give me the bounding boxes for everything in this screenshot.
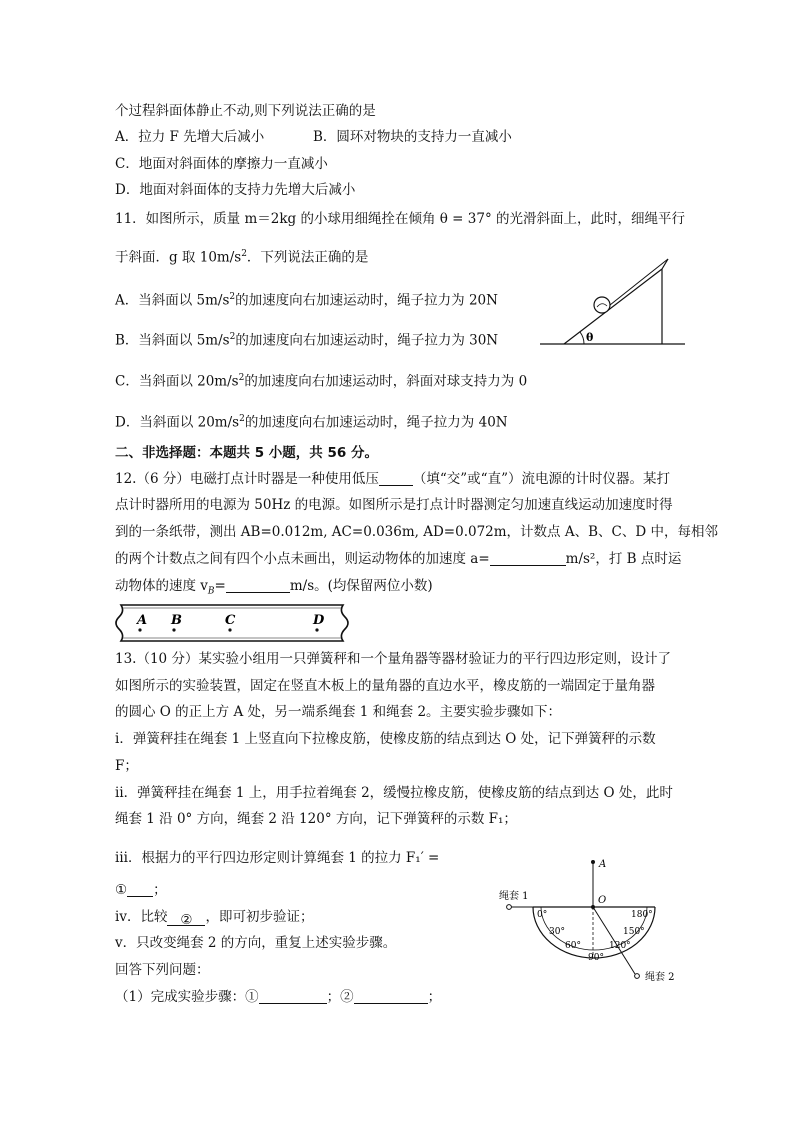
incline-figure (540, 255, 690, 355)
q10-option-c: C．地面对斜面体的摩擦力一直减小 (115, 156, 328, 172)
q11-option-d-post: 的加速度向右加速运动时，绳子拉力为 40N (244, 414, 508, 431)
q11-option-d (115, 410, 508, 432)
q11-option-b-sup: 2 (229, 332, 236, 342)
q12-line1-text: 12.（6 分）电磁打点计时器是一种使用低压 (115, 471, 379, 487)
q11-option-a-post: 的加速度向右加速运动时，绳子拉力为 20N (235, 292, 498, 309)
incline-top-line (662, 259, 668, 269)
label-a: A (599, 859, 607, 870)
q12-line4 (115, 550, 681, 568)
rope1-ring (507, 905, 512, 910)
angle-60: 60° (565, 941, 581, 951)
point-a (591, 860, 595, 864)
q13-step5: ⅴ．只改变绳套 2 的方向，重复上述实验步骤。 (115, 935, 397, 951)
q13-sub1-blank-2[interactable] (354, 989, 428, 1004)
q12-line1 (115, 470, 670, 488)
q12-blank-ac-dc[interactable] (379, 471, 413, 486)
q11-stem-line1: 11．如图所示，质量 m＝2kg 的小球用细绳拴在倾角 θ = 37° 的光滑斜面上，此时，细绳平行 (115, 211, 686, 227)
q12-line4-pre: 的两个计数点之间有四个小点未画出，则运动物体的加速度 a= (115, 551, 490, 567)
label-o: O (598, 895, 607, 906)
q13-step4 (115, 908, 313, 926)
q11-option-c-post: 的加速度向右加速运动时，斜面对球支持力为 0 (244, 373, 528, 390)
q12-line3: 到的一条纸带，测出 AB=0.012m, AC=0.036m, AD=0.072m，计数点 A、B、C、D 中，每相邻 (115, 524, 718, 540)
q11-option-d-sup: 2 (239, 414, 245, 424)
q11-stem-line2-sup: 2 (241, 249, 247, 259)
theta-label: θ (586, 331, 594, 344)
angle-30: 30° (549, 927, 565, 937)
q11-option-c (115, 369, 527, 391)
q12-line4-post: m/s²，打 B 点时运 (565, 551, 682, 567)
q13-step1: ⅰ．弹簧秤挂在绳套 1 上竖直向下拉橡皮筋，使橡皮筋的结点到达 O 处，记下弹簧秤的示数 (115, 731, 656, 747)
q13-sub1 (115, 988, 441, 1006)
angle-180: 180° (631, 910, 653, 920)
q11-option-b-post: 的加速度向右加速运动时，绳子拉力为 30N (235, 332, 499, 349)
q13-sub1-blank-1[interactable] (259, 989, 327, 1004)
q13-line3: 的圆心 O 的正上方 A 处，另一端系绳套 1 和绳套 2。主要实验步骤如下： (115, 704, 562, 720)
q13-step4-pre: ⅳ．比较 (115, 909, 168, 925)
q11-option-a-sup: 2 (229, 292, 236, 302)
q13-sub1-pre: （1）完成实验步骤：① (115, 989, 259, 1005)
q12-line5-eq: = (214, 578, 226, 594)
angle-150: 150° (623, 927, 645, 937)
q11-stem-line2 (115, 245, 368, 267)
angle-0: 0° (537, 910, 548, 920)
tape-dot-b (172, 628, 175, 631)
q11-option-b-pre: B．当斜面以 5m/s (115, 332, 230, 349)
rope2-ring (635, 974, 640, 979)
q11-option-a (115, 288, 498, 310)
q11-option-c-pre: C．当斜面以 20m/s (115, 373, 239, 390)
section2-heading: 二、非选择题：本题共 5 小题，共 56 分。 (115, 445, 378, 461)
q11-option-b (115, 328, 498, 350)
q13-step2b: 绳套 1 沿 0° 方向，绳套 2 沿 120° 方向，记下弹簧秤的示数 F₁； (115, 811, 517, 827)
q12-blank-velocity[interactable] (226, 578, 290, 593)
incline-slope-line (564, 269, 662, 344)
q10-option-d: D．地面对斜面体的支持力先增大后减小 (115, 182, 356, 198)
q11-option-a-pre: A．当斜面以 5m/s (115, 292, 230, 309)
tape-dot-a (138, 628, 141, 631)
q13-blank-2[interactable]: ② (167, 911, 205, 926)
q11-stem-line2-pre: 于斜面．g 取 10m/s (115, 249, 242, 266)
rope2-label: 绳套 2 (645, 972, 675, 983)
point-o (591, 905, 595, 909)
q12-line5-post: m/s。(均保留两位小数) (289, 578, 433, 594)
q13-line2: 如图所示的实验装置，固定在竖直木板上的量角器的直边水平，橡皮筋的一端固定于量角器 (115, 678, 655, 694)
q13-line1: 13.（10 分）某实验小组用一只弹簧秤和一个量角器等器材验证力的平行四边形定则，设计了 (115, 651, 671, 667)
q13-sub1-mid: ；② (326, 989, 354, 1005)
incline-rope (610, 259, 668, 305)
tape-label-c: C (225, 613, 236, 628)
q12-blank-acceleration[interactable] (490, 551, 566, 566)
q11-option-d-pre: D．当斜面以 20m/s (115, 414, 240, 431)
q13-blank-1[interactable] (127, 882, 153, 897)
q12-line1-post: （填“交”或“直”）流电源的计时仪器。某打 (412, 471, 670, 487)
q10-option-a: A．拉力 F 先增大后减小 (115, 129, 265, 145)
angle-120: 120° (609, 941, 631, 951)
q13-step1b: F； (115, 758, 138, 774)
q13-step2: ⅱ．弹簧秤挂在绳套 1 上，用手拉着绳套 2，缓慢拉橡皮筋，使橡皮筋的结点到达 O 处，此时 (115, 785, 673, 801)
rope1-label: 绳套 1 (499, 891, 529, 902)
ball (594, 297, 610, 313)
tape-label-b: B (171, 613, 182, 628)
q11-stem-line2-post: ．下列说法正确的是 (246, 249, 369, 266)
q12-line5 (115, 577, 433, 601)
tape-label-d: D (313, 613, 325, 628)
q13-step4-post: ，即可初步验证； (205, 909, 314, 925)
tape-label-a: A (137, 613, 148, 628)
q12-line5-pre: 动物体的速度 v (115, 578, 208, 594)
q12-line2: 点计时器所用的电源为 50Hz 的电源。如图所示是打点计时器测定匀加速直线运动加速度时得 (115, 497, 673, 513)
q13-step3b-end: ； (153, 882, 167, 898)
theta-arc (580, 332, 584, 344)
q13-step3b (115, 881, 167, 899)
tape-dot-c (228, 628, 231, 631)
paper-tape-figure (113, 603, 353, 645)
q13-step3b-marker: ① (115, 882, 128, 898)
q11-option-c-sup: 2 (238, 373, 245, 383)
tape-dot-d (315, 628, 318, 631)
q10-stem-tail: 个过程斜面体静止不动,则下列说法正确的是 (115, 103, 376, 119)
angle-90: 90° (588, 953, 604, 963)
q12-line5-sub: B (207, 586, 215, 597)
protractor-figure (495, 848, 695, 988)
q10-option-b: B．圆环对物块的支持力一直减小 (313, 129, 512, 145)
q13-answer-prompt: 回答下列问题： (115, 962, 210, 978)
q13-step3: ⅲ．根据力的平行四边形定则计算绳套 1 的拉力 F₁′ = (115, 850, 440, 866)
q13-sub1-end: ； (427, 989, 442, 1005)
